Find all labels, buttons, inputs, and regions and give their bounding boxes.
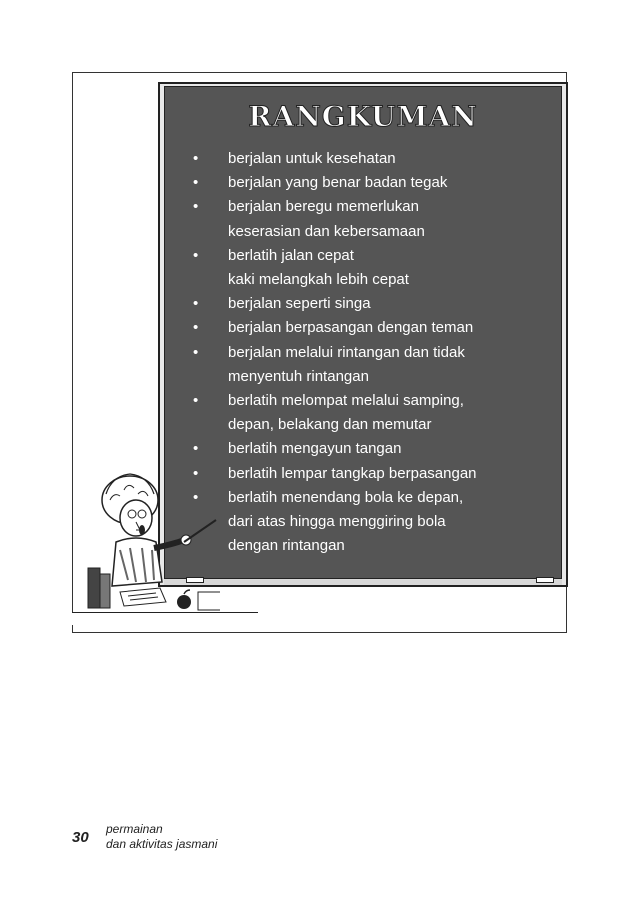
summary-item	[190, 437, 540, 461]
summary-item-text: berlatih mengayun tangan	[228, 440, 402, 458]
summary-item	[190, 486, 540, 559]
summary-item	[190, 389, 540, 437]
bullet-icon: •	[193, 295, 199, 313]
summary-item	[190, 292, 540, 316]
bullet-icon: •	[193, 343, 199, 361]
desk	[72, 612, 258, 625]
summary-item-text: depan, belakang dan memutar	[228, 416, 432, 434]
bullet-icon: •	[193, 246, 199, 264]
bullet-icon: •	[193, 488, 199, 506]
summary-item-text: berjalan yang benar badan tegak	[228, 174, 448, 192]
summary-item-text: dengan rintangan	[228, 537, 345, 555]
summary-title: RANGKUMAN	[248, 100, 478, 133]
summary-item	[190, 171, 540, 195]
bullet-icon: •	[193, 174, 199, 192]
summary-item	[190, 147, 540, 171]
summary-item	[190, 341, 540, 389]
summary-list	[190, 147, 540, 558]
summary-item-text: berlatih menendang bola ke depan,	[228, 488, 464, 506]
bullet-icon: •	[193, 464, 199, 482]
bullet-icon: •	[193, 198, 199, 216]
summary-item	[190, 195, 540, 243]
bullet-icon: •	[193, 150, 199, 167]
summary-item	[190, 244, 540, 292]
summary-item	[190, 462, 540, 486]
book-title-line1: permainan	[106, 822, 163, 836]
summary-item	[190, 316, 540, 340]
summary-item-text: berjalan melalui rintangan dan tidak	[228, 343, 465, 361]
bullet-icon: •	[193, 319, 199, 337]
teacher-illustration	[80, 470, 220, 620]
chalk-ledge	[164, 578, 562, 586]
book-title	[106, 822, 217, 852]
summary-item-text: kaki melangkah lebih cepat	[228, 271, 409, 289]
summary-item-text: berlatih melompat melalui samping,	[228, 392, 464, 410]
summary-item-text: berlatih jalan cepat	[228, 246, 354, 264]
summary-item-text: dari atas hingga menggiring bola	[228, 513, 446, 531]
summary-item-text: berjalan untuk kesehatan	[228, 150, 396, 167]
summary-item-text: menyentuh rintangan	[228, 367, 369, 385]
bullet-icon: •	[193, 440, 199, 458]
summary-item-text: berjalan berpasangan dengan teman	[228, 319, 474, 337]
summary-item-text: berlatih lempar tangkap berpasangan	[228, 464, 477, 482]
bullet-icon: •	[193, 392, 199, 410]
summary-item-text: berjalan beregu memerlukan	[228, 198, 419, 216]
page-number: 30	[72, 829, 89, 846]
chalk-piece	[536, 577, 554, 583]
book-title-line2: dan aktivitas jasmani	[106, 837, 218, 851]
summary-item-text: berjalan seperti singa	[228, 295, 371, 313]
summary-item-text: keserasian dan kebersamaan	[228, 222, 425, 240]
